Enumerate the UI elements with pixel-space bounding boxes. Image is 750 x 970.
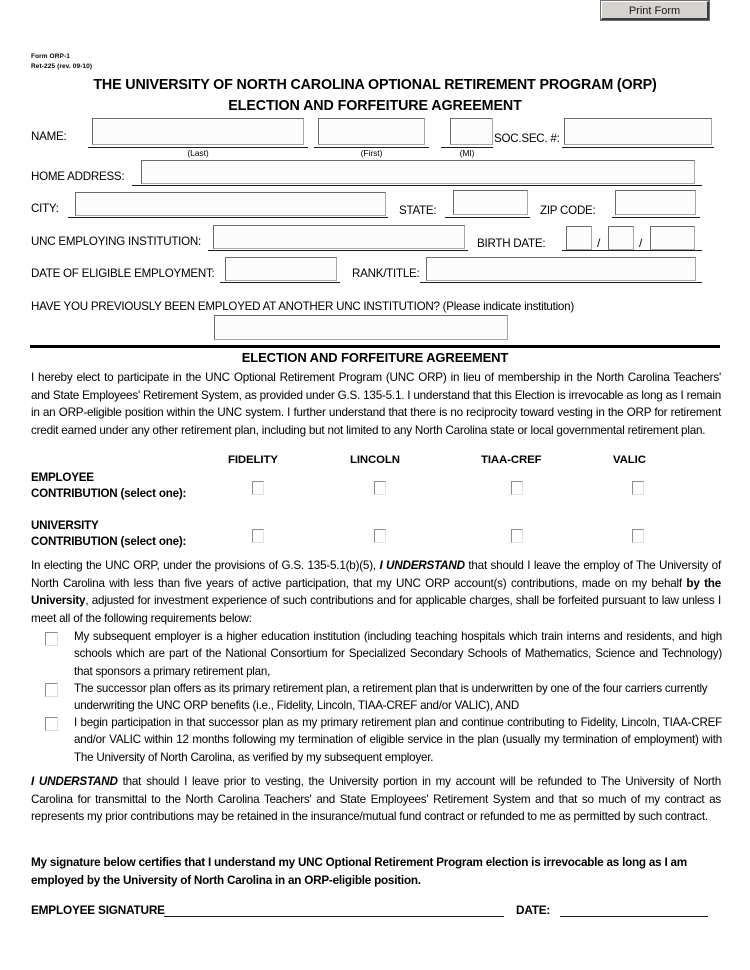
agreement-section-title: ELECTION AND FORFEITURE AGREEMENT [241,350,509,365]
signature-date-rule [560,916,708,917]
carrier-header-lincoln: LINCOLN [350,454,400,466]
requirement-text-3: I begin participation in that successor plan as my primary retirement plan and continue contributing to Fidelity, Lincoln, TIAA-CREF and/or VALIC within 12 months following my termination of eligible service in the plan (usually my termination of employment) with The University of North Carolina, as verified by my subsequent employer. [74,716,722,764]
eligible-date-label: DATE OF ELIGIBLE EMPLOYMENT: [31,267,215,280]
employee-signature-input[interactable] [164,898,504,918]
university-contribution-line-1: UNIVERSITY [31,519,99,532]
birth-date-label: BIRTH DATE: [477,237,546,250]
requirement-checkbox-2[interactable] [45,683,58,697]
name-mi-input[interactable] [450,118,493,145]
page-title [0,76,750,116]
requirement-text-1: My subsequent employer is a higher education institution (including teaching hospitals which train interns and residents, and high schools which are part of the National Consortium for Specialized Secondary Schools of Mathematics, Science and Technology) that sponsors a primary retirement plan, [74,630,722,678]
title-line-2: ELECTION AND FORFEITURE AGREEMENT [228,98,522,114]
vesting-text: that should I leave prior to vesting, the University portion in my account will be refunded to The University of North Carolina for transmittal to the North Carolina Teachers' and State Employees' Retirement System and that so much of my contract as represents my prior contributions may be retained in the insurance/mutual fund contract or refunded to me as permitted by such contract. [31,775,721,824]
certification-paragraph: My signature below certifies that I understand my UNC Optional Retirement Program election is irrevocable as long as I am employed by the University of North Carolina in an ORP-eligible position. [31,856,687,887]
home-address-label: HOME ADDRESS: [31,170,125,183]
zip-label: ZIP CODE: [540,204,596,217]
birth-separator-2: / [639,236,643,250]
rank-title-rule [420,282,702,283]
name-first-sublabel: (First) [360,148,383,158]
form-number-block [31,52,92,71]
city-rule [68,217,388,218]
birth-month-input[interactable] [566,226,592,250]
name-first-input[interactable] [318,118,425,145]
forfeiture-lead-emphasis: I UNDERSTAND [379,559,465,572]
university-contribution-label [31,518,186,550]
employee-checkbox-tiaa-cref[interactable] [511,481,523,495]
employee-signature-label: EMPLOYEE SIGNATURE [31,903,165,917]
university-checkbox-fidelity[interactable] [252,529,264,543]
vesting-emphasis: I UNDERSTAND [31,775,118,788]
university-checkbox-lincoln[interactable] [374,529,386,543]
ssn-label: SOC.SEC. #: [494,132,560,145]
employee-contribution-label [31,470,186,502]
form-revision: Ret-225 (rev. 09-10) [31,62,93,70]
name-last-sublabel: (Last) [187,148,209,158]
institution-rule [208,250,468,251]
birth-year-input[interactable] [650,226,695,250]
form-number: Form ORP-1 [31,53,70,60]
carrier-header-tiaa-cref: TIAA-CREF [481,454,542,466]
university-checkbox-valic[interactable] [632,529,644,543]
carrier-header-fidelity: FIDELITY [228,454,278,466]
signature-date-input[interactable] [560,898,708,918]
employee-checkbox-lincoln[interactable] [374,481,386,495]
ssn-input[interactable] [564,118,712,145]
print-form-button[interactable]: Print Form [601,1,709,20]
section-divider [30,345,720,348]
vesting-paragraph [31,773,721,826]
forfeiture-lead-paragraph [31,557,721,627]
city-label: CITY: [31,202,59,215]
name-last-input[interactable] [92,118,304,145]
birth-separator-1: / [597,236,601,250]
university-contribution-line-2: CONTRIBUTION (select one): [31,535,187,548]
carrier-header-valic: VALIC [613,454,646,466]
previous-employment-question: HAVE YOU PREVIOUSLY BEEN EMPLOYED AT ANOTHER UNC INSTITUTION? (Please indicate institution) [31,300,574,313]
employee-contribution-line-2: CONTRIBUTION (select one): [31,487,187,500]
signature-date-label: DATE: [516,903,551,917]
zip-input[interactable] [615,190,696,215]
forfeiture-lead-part-1: In electing the UNC ORP, under the provisions of G.S. 135-5.1(b)(5), [31,559,380,572]
print-toolbar [0,0,750,26]
requirement-text-2: The successor plan offers as its primary retirement plan, a retirement plan that is underwritten by one of the four carriers currently underwriting the UNC ORP benefits (i.e., Fidelity, Lincoln, TIAA-CREF and/or VALIC), AND [74,682,708,713]
forfeiture-lead-bold: by the University [31,576,721,608]
employee-checkbox-valic[interactable] [632,481,644,495]
state-input[interactable] [453,190,528,215]
state-rule [445,217,530,218]
name-mi-sublabel: (MI) [459,148,475,158]
rank-title-input[interactable] [426,257,696,281]
employee-signature-rule [164,916,504,917]
previous-institution-input[interactable] [214,315,508,340]
requirement-checkbox-3[interactable] [45,717,58,731]
zip-rule [612,217,700,218]
employee-contribution-line-1: EMPLOYEE [31,471,94,484]
city-input[interactable] [75,192,386,216]
forfeiture-lead-part-2: that should I leave the employ of The University of North Carolina with less than five years of active participation, that my UNC ORP account(s) contributions, made on my behalf [31,559,721,590]
eligible-date-input[interactable] [225,257,337,281]
birth-date-rule [562,250,702,251]
agreement-intro-paragraph: I hereby elect to participate in the UNC Optional Retirement Program (UNC ORP) in lieu of membership in the North Carolina Teachers' and State Employees' Retirement System, as provided under G.S. 135-5.1. I understand that this Election is irrevocable as long as I remain in an ORP-eligible position within the UNC system. I further understand that there is no reciprocity toward vesting in the ORP for retirement credit earned under any other retirement plan, including but not limited to any North Carolina state or local governmental retirement plan. [31,371,721,437]
ssn-rule [562,147,714,148]
home-address-input[interactable] [141,160,695,184]
eligible-date-rule [220,282,340,283]
university-checkbox-tiaa-cref[interactable] [511,529,523,543]
forfeiture-lead-part-3: , adjusted for investment experience of such contributions and for applicable charges, shall be forfeited pursuant to law unless I meet all of the following requirements below: [31,594,721,625]
requirement-checkbox-1[interactable] [45,632,58,646]
home-address-rule [132,185,702,186]
institution-label: UNC EMPLOYING INSTITUTION: [31,235,201,248]
institution-input[interactable] [213,225,465,249]
title-line-1: THE UNIVERSITY OF NORTH CAROLINA OPTIONAL RETIREMENT PROGRAM (ORP) [93,77,657,93]
name-label: NAME: [31,130,67,143]
employee-checkbox-fidelity[interactable] [252,481,264,495]
rank-title-label: RANK/TITLE: [352,267,420,280]
state-label: STATE: [399,204,437,217]
birth-day-input[interactable] [608,226,634,250]
